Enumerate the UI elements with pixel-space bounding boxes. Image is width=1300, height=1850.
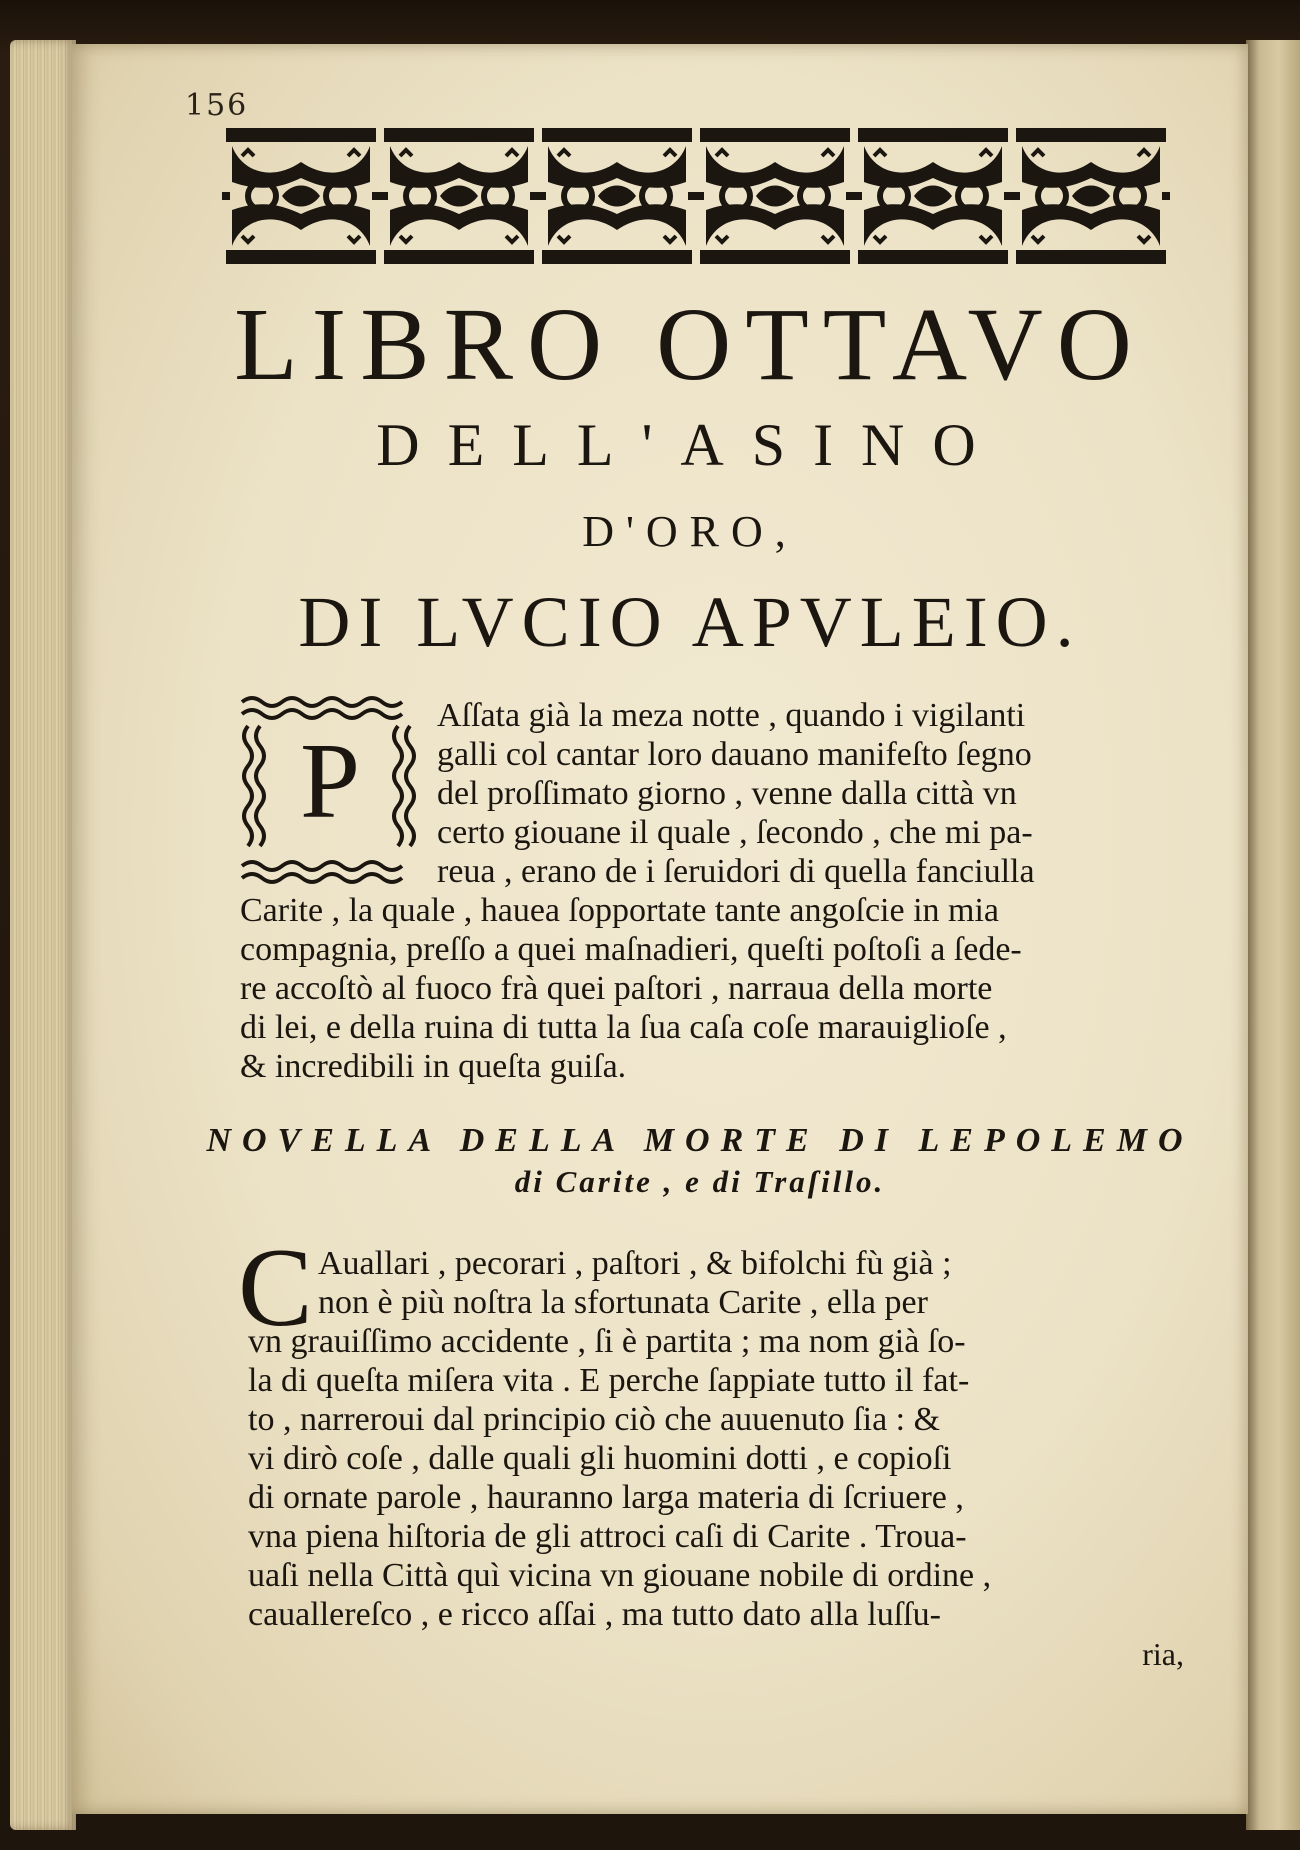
text-line: del proſſimato giorno , venne dalla città vn <box>437 775 1017 812</box>
text-line: Auallari , pecorari , paſtori , & bifolchi fù già ; <box>318 1245 952 1282</box>
second-paragraph-indented <box>318 1244 1203 1322</box>
headpiece-ornament <box>222 122 1172 270</box>
text-line: & incredibili in queſta guiſa. <box>240 1048 627 1085</box>
stacked-page-edges <box>10 40 76 1830</box>
page-number: 156 <box>185 88 249 123</box>
text-line: uaſi nella Città quì vicina vn giouane nobile di ordine , <box>248 1557 992 1594</box>
first-paragraph-full <box>240 891 1200 1086</box>
novella-heading: NOVELLA DELLA MORTE DI LEPOLEMO <box>206 1122 1194 1159</box>
text-line: vna piena hiſtoria de gli attroci caſi di Carite . Troua- <box>248 1518 967 1555</box>
text-line: reua , erano de i ſeruidori di quella fanciulla <box>437 853 1035 890</box>
text-line: vi dirò coſe , dalle quali gli huomini dotti , e copioſi <box>248 1440 952 1477</box>
text-line: certo giouane il quale , ſecondo , che mi pa- <box>437 814 1033 851</box>
dropcap-p: P <box>300 722 361 841</box>
text-line: Carite , la quale , hauea ſopportate tante angoſcie in mia <box>240 892 1000 929</box>
facing-page-edge <box>1246 40 1300 1830</box>
catchword: ria, <box>1142 1636 1184 1672</box>
text-line: re accoſtò al fuoco frà quei paſtori , narraua della morte <box>240 970 993 1007</box>
novella-subheading: di Carite , e di Traſillo. <box>514 1164 886 1199</box>
text-line: vn grauiſſimo accidente , ſi è partita ; ma nom già ſo- <box>248 1323 966 1360</box>
title-line-2: DELL'ASINO <box>376 412 1004 478</box>
text-line: la di queſta miſera vita . E perche ſappiate tutto il fat- <box>248 1362 970 1399</box>
first-paragraph-indented <box>437 696 1197 891</box>
title-line-1: LIBRO OTTAVO <box>234 287 1146 402</box>
text-line: non è più noſtra la sfortunata Carite , ella per <box>318 1284 928 1321</box>
title-line-4: DI LVCIO APVLEIO. <box>298 582 1082 662</box>
dropcap-c: C <box>238 1226 313 1350</box>
text-line: di ornate parole , hauranno larga materia di ſcriuere , <box>248 1479 964 1516</box>
text-line: Aſſata già la meza notte , quando i vigilanti <box>437 697 1026 734</box>
text-line: di lei, e della ruina di tutta la ſua caſa coſe marauiglioſe , <box>240 1009 1007 1046</box>
text-line: galli col cantar loro dauano manifeſto ſegno <box>437 736 1032 773</box>
text-line: cauallereſco , e ricco aſſai , ma tutto dato alla luſſu- <box>248 1596 941 1633</box>
text-line: to , narreroui dal principio ciò che auuenuto ſia : & <box>248 1401 941 1438</box>
title-line-3: D'ORO, <box>582 507 798 556</box>
text-line: compagnia, preſſo a quei maſnadieri, queſti poſtoſi a ſede- <box>240 931 1022 968</box>
second-paragraph-full <box>248 1322 1203 1634</box>
